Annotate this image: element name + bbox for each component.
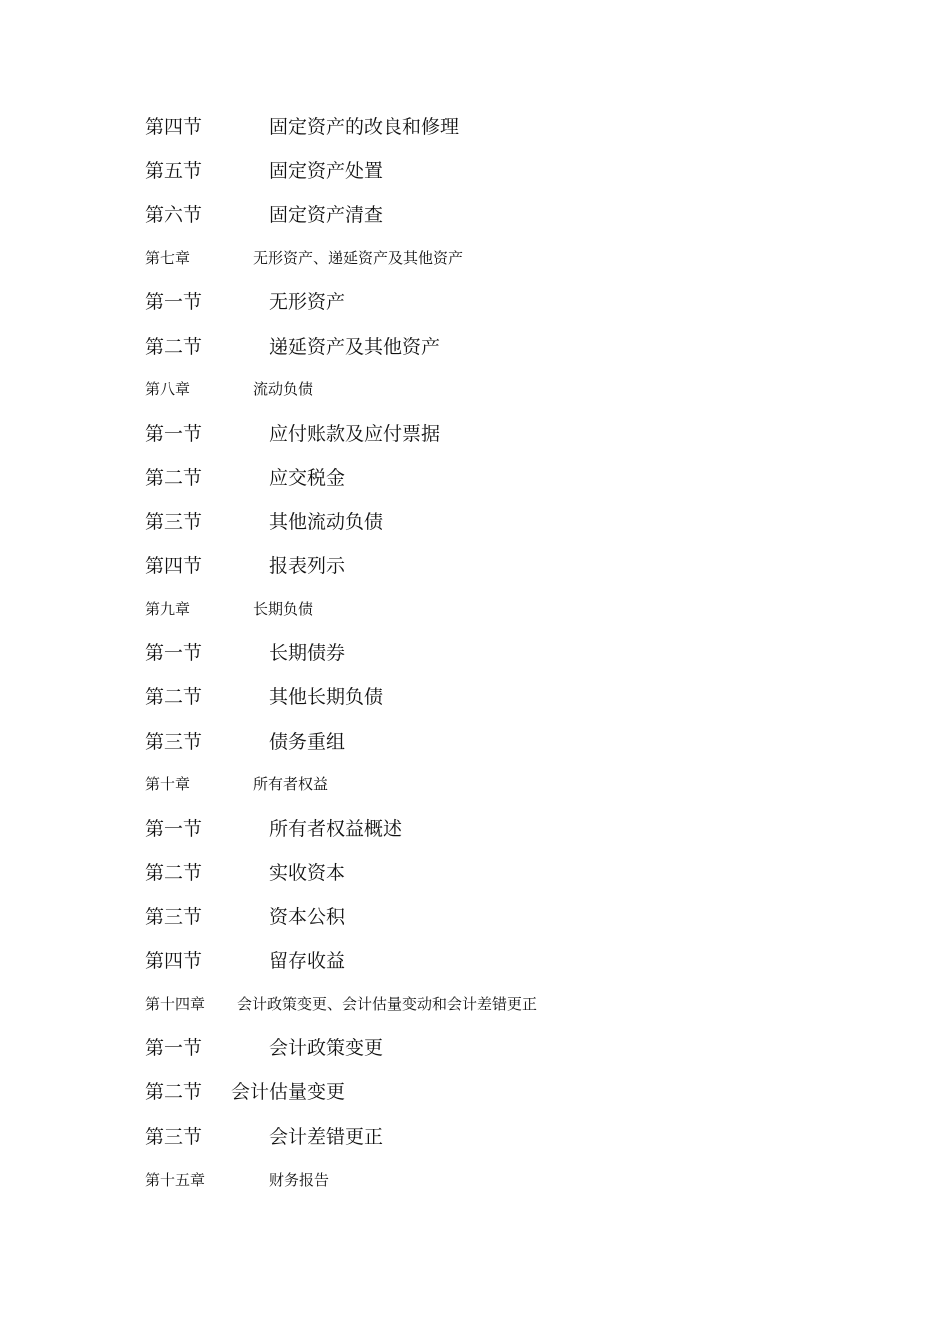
section-title: 留存收益 — [269, 950, 346, 972]
section-number: 第三节 — [145, 511, 203, 533]
section-title: 会计政策变更 — [269, 1037, 384, 1059]
section-number: 第二节 — [145, 336, 203, 358]
section-title: 递延资产及其他资产 — [269, 336, 441, 358]
chapter-number: 第十章 — [145, 775, 191, 793]
chapter-number: 第七章 — [145, 249, 191, 267]
section-number: 第二节 — [145, 686, 203, 708]
chapter-title: 财务报告 — [269, 1171, 330, 1189]
section-number: 第二节 — [145, 1081, 203, 1103]
section-number: 第一节 — [145, 291, 203, 313]
section-title: 无形资产 — [269, 291, 346, 313]
section-title: 资本公积 — [269, 906, 346, 928]
section-title: 固定资产清查 — [269, 204, 384, 226]
section-number: 第四节 — [145, 555, 203, 577]
chapter-number: 第十四章 — [145, 995, 206, 1013]
section-title: 报表列示 — [269, 555, 346, 577]
chapter-title: 长期负债 — [253, 600, 314, 618]
section-number: 第六节 — [145, 204, 203, 226]
section-number: 第四节 — [145, 116, 203, 138]
chapter-title: 流动负债 — [253, 380, 314, 398]
section-title: 会计差错更正 — [269, 1126, 384, 1148]
section-number: 第二节 — [145, 862, 203, 884]
chapter-number: 第九章 — [145, 600, 191, 618]
section-number: 第一节 — [145, 1037, 203, 1059]
section-title: 固定资产的改良和修理 — [269, 116, 460, 138]
section-number: 第三节 — [145, 906, 203, 928]
section-number: 第一节 — [145, 642, 203, 664]
section-number: 第一节 — [145, 818, 203, 840]
section-title: 应付账款及应付票据 — [269, 423, 441, 445]
chapter-title: 会计政策变更、会计估量变动和会计差错更正 — [237, 995, 538, 1013]
section-title: 实收资本 — [269, 862, 346, 884]
section-title: 会计估量变更 — [231, 1081, 346, 1103]
section-title: 长期债券 — [269, 642, 346, 664]
chapter-number: 第八章 — [145, 380, 191, 398]
section-number: 第四节 — [145, 950, 203, 972]
section-number: 第二节 — [145, 467, 203, 489]
section-title: 固定资产处置 — [269, 160, 384, 182]
chapter-title: 所有者权益 — [253, 775, 329, 793]
section-number: 第三节 — [145, 1126, 203, 1148]
section-title: 其他流动负债 — [269, 511, 384, 533]
chapter-number: 第十五章 — [145, 1171, 206, 1189]
section-title: 应交税金 — [269, 467, 346, 489]
chapter-title: 无形资产、递延资产及其他资产 — [253, 249, 464, 267]
section-title: 所有者权益概述 — [269, 818, 403, 840]
section-title: 其他长期负债 — [269, 686, 384, 708]
section-number: 第一节 — [145, 423, 203, 445]
section-number: 第三节 — [145, 731, 203, 753]
section-title: 债务重组 — [269, 731, 346, 753]
section-number: 第五节 — [145, 160, 203, 182]
